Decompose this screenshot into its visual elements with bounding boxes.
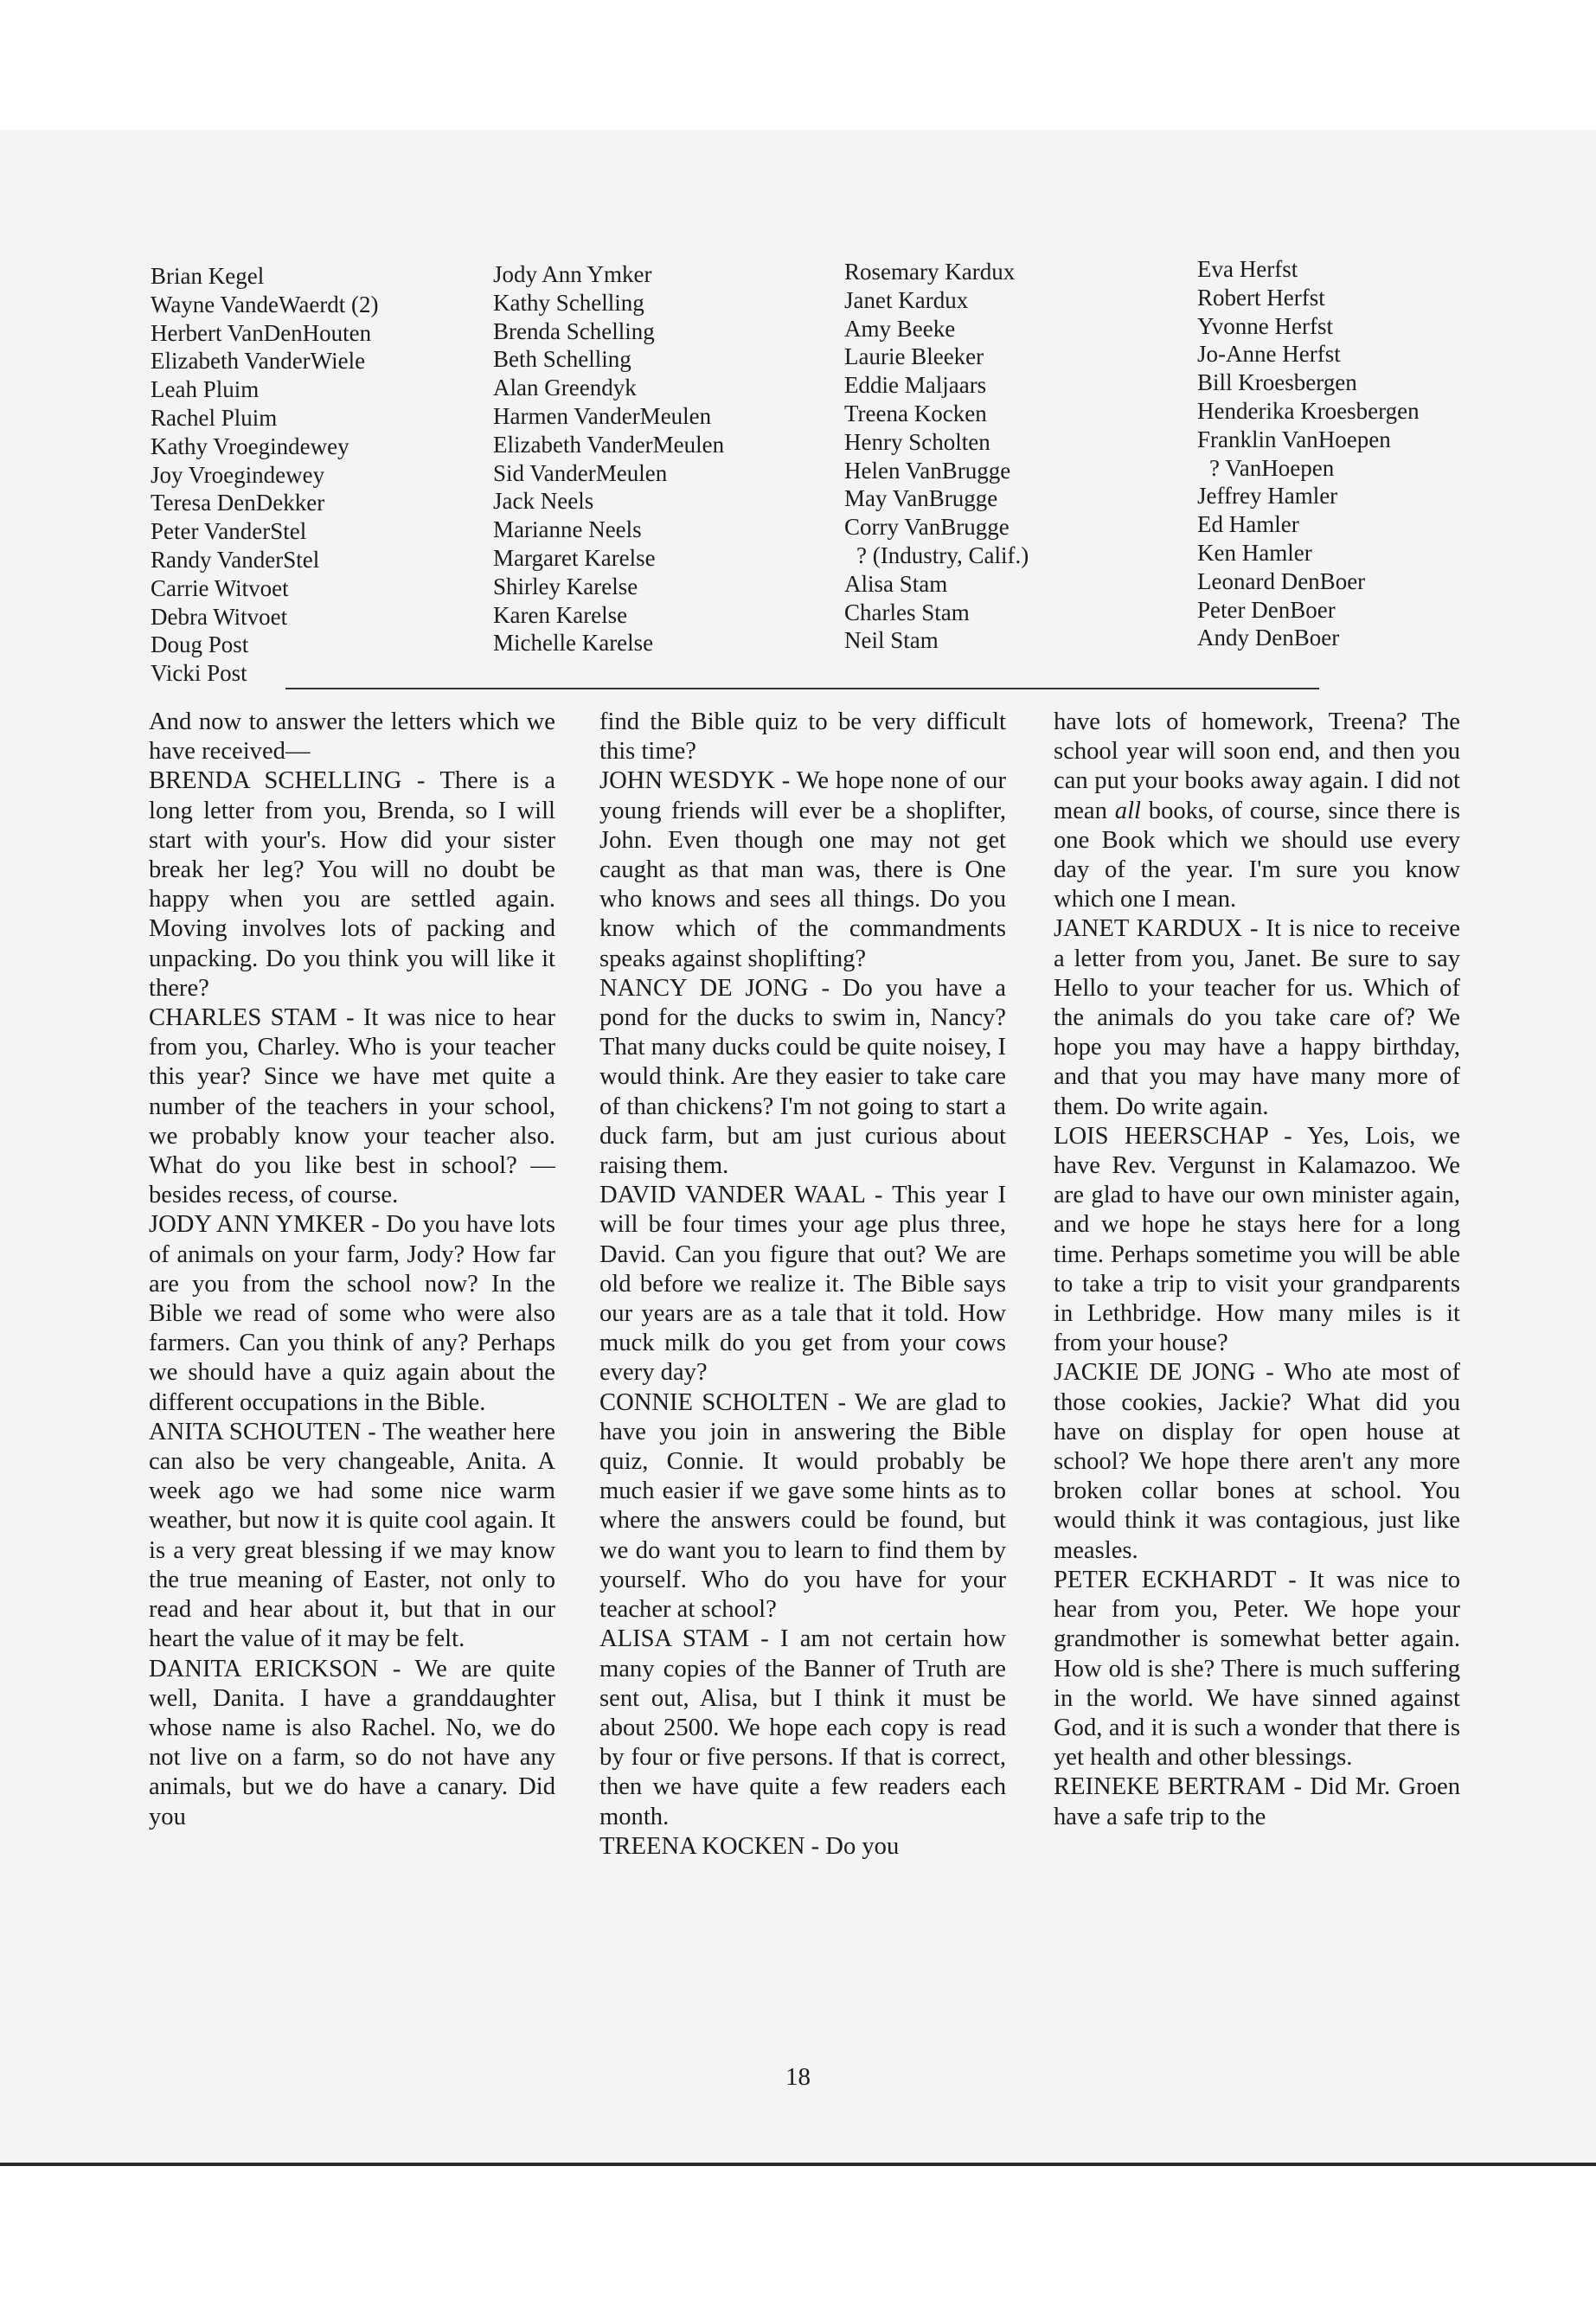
name-entry: Karen Karelse xyxy=(493,601,628,628)
name-entry: Brenda Schelling xyxy=(493,317,655,344)
name-entry: Michelle Karelse xyxy=(493,630,654,657)
name-entry: Herbert VanDenHouten xyxy=(151,319,372,346)
text-run: books, of course, since there is one Book which we should use every day of the year. I'm sure you know which one I mean. xyxy=(1054,797,1460,913)
name-entry: Jack Neels xyxy=(493,488,594,515)
name-entry: May VanBrugge xyxy=(844,485,998,512)
name-entry: Carrie Witvoet xyxy=(151,574,289,601)
name-entry: Neil Stam xyxy=(844,627,939,654)
name-entry: Elizabeth VanderMeulen xyxy=(493,431,725,458)
name-entry: Treena Kocken xyxy=(844,400,987,426)
name-list-column-3 xyxy=(844,258,1173,655)
name-entry: Debra Witvoet xyxy=(151,603,288,630)
letter-paragraph: DAVID VANDER WAAL - This year I will be four times your age plus three, David. Can you figure that out? We are old before we realize it. The Bible says our years are as a tale that it told. How muck milk do you get from your cows every day? xyxy=(599,1182,1006,1387)
name-entry: Yvonne Herfst xyxy=(1197,312,1334,339)
letter-paragraph: NANCY DE JONG - Do you have a pond for the ducks to swim in, Nancy? That many ducks could be quite noisey, I would think. Are they easier to take care of than chickens? I'm not going to start a duck farm, but am just curious about raising them. xyxy=(599,974,1006,1180)
name-entry: Andy DenBoer xyxy=(1197,625,1340,651)
emphasis-text: all xyxy=(1114,797,1141,824)
name-entry: Ed Hamler xyxy=(1197,511,1299,538)
name-entry: Doug Post xyxy=(151,631,249,658)
name-entry: Kathy Schelling xyxy=(493,289,644,316)
letter-paragraph: LOIS HEERSCHAP - Yes, Lois, we have Rev. Vergunst in Kalamazoo. We are glad to have our own minister again, and we hope he stays here for a long time. Perhaps sometime you will be able to take a trip to visit your grandparents in Lethbridge. How many miles is it from your house? xyxy=(1054,1122,1460,1357)
name-entry: Amy Beeke xyxy=(844,315,956,342)
name-entry: Rosemary Kardux xyxy=(844,259,1016,285)
name-entry: Bill Kroesbergen xyxy=(1197,369,1357,396)
name-entry: Henderika Kroesbergen xyxy=(1197,397,1420,424)
name-entry: Alan Greendyk xyxy=(493,375,637,401)
letter-paragraph: JODY ANN YMKER - Do you have lots of animals on your farm, Jody? How far are you from the school now? In the Bible we read of some who were also farmers. Can you think of any? Perhaps we should have a quiz again about the different occupations in the Bible. xyxy=(149,1211,555,1416)
name-entry: Shirley Karelse xyxy=(493,573,638,599)
letters-column-1 xyxy=(149,708,555,1832)
name-entry: Sid VanderMeulen xyxy=(493,459,668,486)
name-entry: Vicki Post xyxy=(151,660,247,687)
name-entry: Kathy Vroegindewey xyxy=(151,433,349,459)
name-entry: Elizabeth VanderWiele xyxy=(151,348,366,375)
name-entry: Peter DenBoer xyxy=(1197,596,1336,623)
name-entry: Leonard DenBoer xyxy=(1197,567,1366,594)
letter-paragraph: PETER ECKHARDT - It was nice to hear from you, Peter. We hope your grandmother is somewhat better again. How old is she? There is much suffering in the world. We have sinned against God, and it is such a wonder that there is yet health and other blessings. xyxy=(1054,1566,1460,1772)
page-number: 18 xyxy=(785,2063,811,2091)
name-entry: Ken Hamler xyxy=(1197,539,1312,566)
name-entry: Peter VanderStel xyxy=(151,518,307,545)
letter-paragraph: ALISA STAM - I am not certain how many copies of the Banner of Truth are sent out, Alisa, but I think it must be about 2500. We hope each copy is read by four or five persons. If that is correct, then we have quite a few readers each month. xyxy=(599,1625,1006,1830)
name-entry: Leah Pluim xyxy=(151,376,260,403)
letter-paragraph: CONNIE SCHOLTEN - We are glad to have you join in answering the Bible quiz, Connie. It would probably be much easier if we gave some hints as to where the answers could be found, but we do want you to learn to find them by yourself. Who do you have for your teacher at school? xyxy=(599,1388,1006,1624)
name-entry: Beth Schelling xyxy=(493,346,631,373)
name-entry: Laurie Bleeker xyxy=(844,343,984,370)
letter-paragraph: TREENA KOCKEN - Do you xyxy=(599,1832,900,1860)
name-entry: ? (Industry, Calif.) xyxy=(856,542,1029,568)
name-entry: Janet Kardux xyxy=(844,286,969,313)
name-entry: Helen VanBrugge xyxy=(844,457,1011,484)
name-entry: Eva Herfst xyxy=(1197,256,1298,282)
name-entry: Harmen VanderMeulen xyxy=(493,402,712,429)
name-list-column-4 xyxy=(1197,255,1526,652)
name-entry: Franklin VanHoepen xyxy=(1197,426,1391,452)
name-entry: Jo-Anne Herfst xyxy=(1197,341,1341,368)
name-entry: Wayne VandeWaerdt (2) xyxy=(151,291,379,317)
page-bottom-edge xyxy=(0,2163,1596,2166)
name-entry: Alisa Stam xyxy=(844,570,948,597)
letter-paragraph: JACKIE DE JONG - Who ate most of those cookies, Jackie? What did you have on display for open house at school? We hope there aren't any more broken collar bones at school. You would think it was contagious, just like measles. xyxy=(1054,1359,1460,1564)
name-entry: Teresa DenDekker xyxy=(151,490,325,516)
letter-paragraph: JOHN WESDYK - We hope none of our young friends will ever be a shoplifter, John. Even though one may not get caught as that man was, there is One who knows and sees all things. Do you know which of the commandments speaks against shoplifting? xyxy=(599,767,1006,972)
name-entry: Robert Herfst xyxy=(1197,284,1325,311)
name-list-column-2 xyxy=(493,260,822,657)
name-entry: Charles Stam xyxy=(844,599,970,625)
name-list-column-1 xyxy=(151,262,479,688)
letter-paragraph: ANITA SCHOUTEN - The weather here can also be very changeable, Anita. A week ago we had some nice warm weather, but now it is quite cool again. It is a very great blessing if we may know the true meaning of Easter, not only to read and hear about it, but that in our heart the value of it may be felt. xyxy=(149,1418,555,1653)
letter-paragraph: JANET KARDUX - It is nice to receive a letter from you, Janet. Be sure to say Hello to your teacher for us. Which of the animals do you take care of? We hope you may have a happy birthday, and that you may have many more of them. Do write again. xyxy=(1054,915,1460,1120)
name-entry: Randy VanderStel xyxy=(151,546,320,573)
name-entry: Henry Scholten xyxy=(844,428,990,455)
letter-paragraph: And now to answer the letters which we have received— xyxy=(149,708,555,766)
letter-paragraph: BRENDA SCHELLING - There is a long letter from you, Brenda, so I will start with your's. How did your sister break her leg? You will no doubt be happy when you are settled again. Moving involves lots of packing and unpacking. Do you think you will like it there? xyxy=(149,767,555,1002)
name-entry: Margaret Karelse xyxy=(493,544,656,571)
letter-paragraph: find the Bible quiz to be very difficult this time? xyxy=(599,708,1006,766)
name-entry: Brian Kegel xyxy=(151,263,265,289)
name-entry: Rachel Pluim xyxy=(151,404,278,431)
letters-column-2 xyxy=(599,708,1006,1862)
text-run: have lots of homework, Treena? The school year will soon end, and then you can put your books away again. I did not mean xyxy=(1054,708,1460,824)
section-divider xyxy=(285,688,1319,689)
name-entry: Corry VanBrugge xyxy=(844,514,1010,541)
letter-paragraph xyxy=(1054,708,1460,914)
letter-paragraph: CHARLES STAM - It was nice to hear from you, Charley. Who is your teacher this year? Since we have met quite a number of the teachers in your school, we probably know your teacher also. What do you like best in school? —besides recess, of course. xyxy=(149,1004,555,1209)
name-entry: Jody Ann Ymker xyxy=(493,261,652,287)
name-entry: Joy Vroegindewey xyxy=(151,461,325,488)
name-entry: Eddie Maljaars xyxy=(844,372,987,399)
letter-paragraph: REINEKE BERTRAM - Did Mr. Groen have a safe trip to the xyxy=(1054,1773,1460,1830)
name-entry: Jeffrey Hamler xyxy=(1197,483,1338,510)
letters-column-3 xyxy=(1054,708,1460,1832)
letter-paragraph: DANITA ERICKSON - We are quite well, Danita. I have a granddaughter whose name is also Rachel. No, we do not live on a farm, so do not have any animals, but we do have a canary. Did you xyxy=(149,1655,555,1830)
name-entry: Marianne Neels xyxy=(493,516,642,543)
name-entry: ? VanHoepen xyxy=(1209,454,1335,481)
